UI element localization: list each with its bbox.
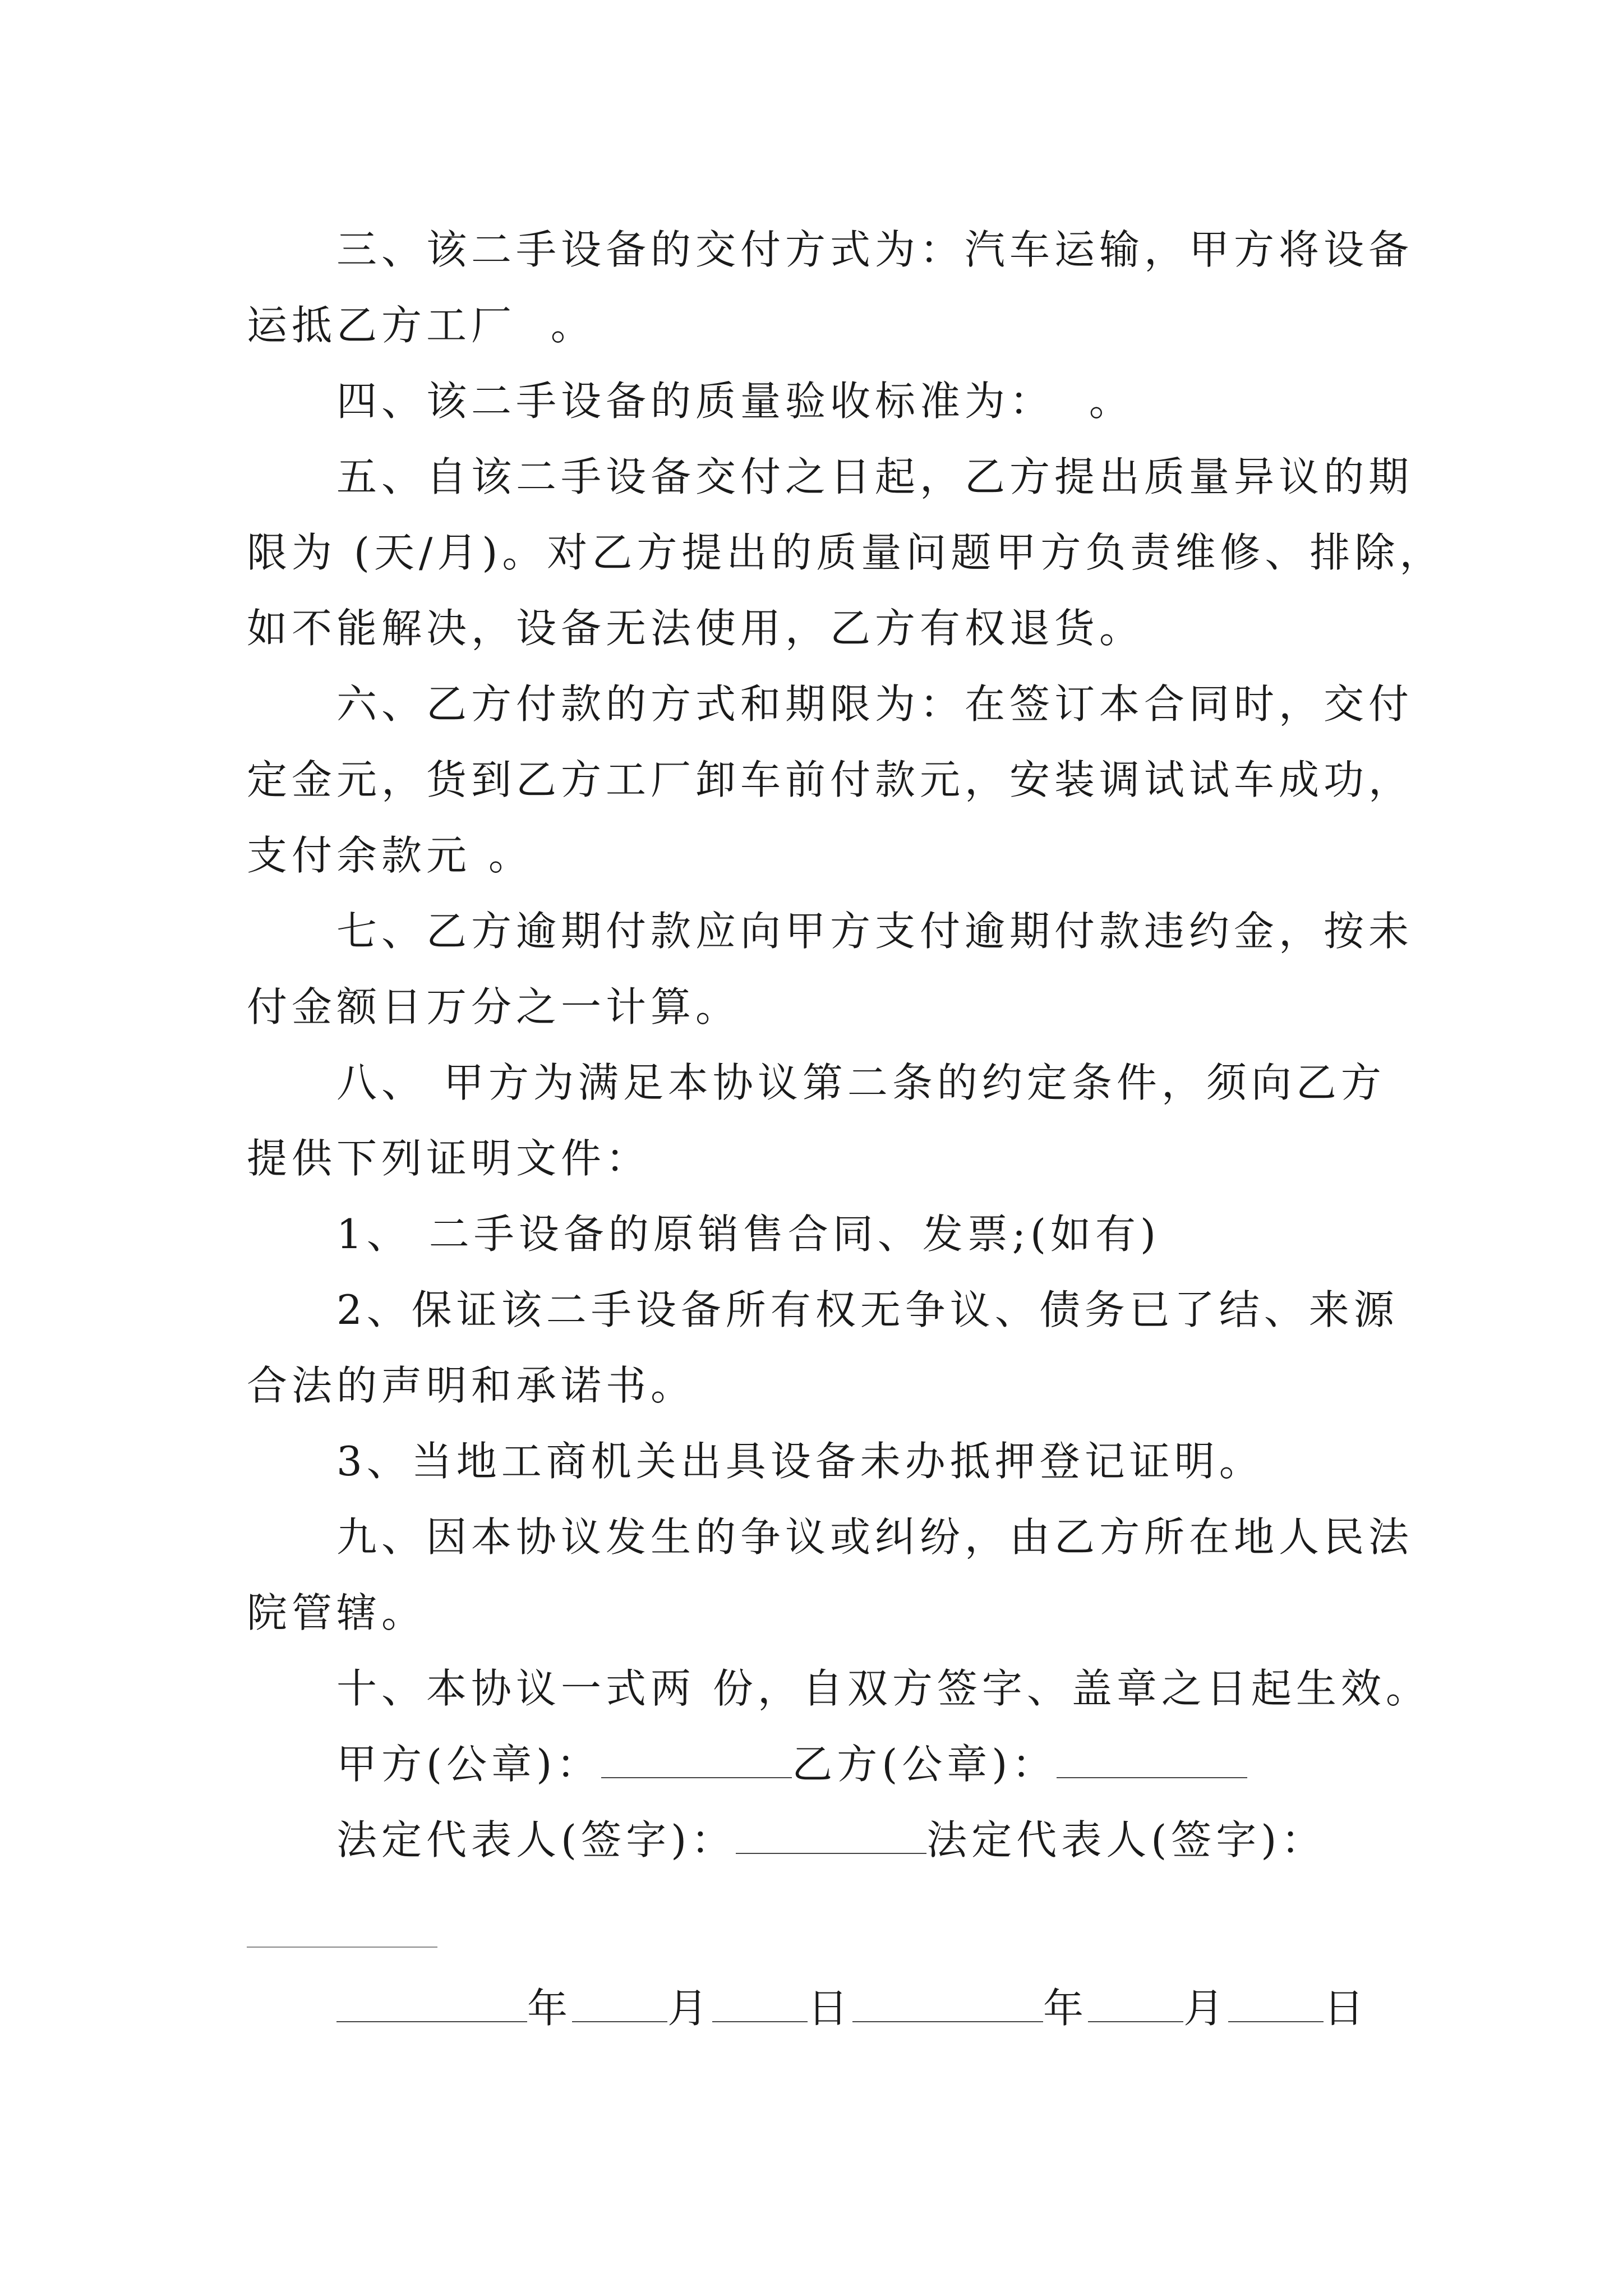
rep-b-blank: [247, 1947, 437, 1948]
rep-a-blank: [736, 1818, 926, 1854]
clause-8-line-2: 提供下列证明文件：: [247, 1135, 651, 1182]
clause-4-line-1: 四、该二手设备的质量验收标准为： 。: [336, 378, 1134, 425]
clause-6-line-1: 六、乙方付款的方式和期限为：在签订本合同时，交付: [336, 680, 1414, 728]
clause-6-line-2: 定金元，货到乙方工厂卸车前付款元，安装调试试车成功，: [247, 756, 1414, 803]
clause-9-line-2: 院管辖。: [247, 1589, 427, 1636]
date-b-month-blank: [1088, 1986, 1183, 2022]
clause-5-line-1: 五、自该二手设备交付之日起，乙方提出质量异议的期: [336, 453, 1414, 500]
date-b-month-label: 月: [1183, 1985, 1229, 2032]
clause-8-item-2-line-1: 2、保证该二手设备所有权无争议、债务已了结、来源: [336, 1286, 1399, 1333]
date-a-day-label: 日: [808, 1985, 853, 2032]
date-a-month-label: 月: [667, 1985, 713, 2032]
clause-8-item-3: 3、当地工商机关出具设备未办抵押登记证明。: [336, 1438, 1264, 1485]
date-b-year-label: 年: [1043, 1985, 1089, 2032]
clause-10-line-1: 十、本协议一式两 份，自双方签字、盖章之日起生效。: [336, 1665, 1431, 1712]
date-b-year-blank: [852, 1986, 1043, 2022]
date-a-month-blank: [572, 1986, 667, 2022]
clause-3-line-2: 运抵乙方工厂 。: [247, 302, 596, 349]
clause-6-line-3: 支付余款元 。: [247, 832, 533, 879]
date-b-day-blank: [1228, 1986, 1324, 2022]
clause-7-line-1: 七、乙方逾期付款应向甲方支付逾期付款违约金，按未: [336, 908, 1414, 955]
representative-row: [336, 1812, 1326, 1868]
clause-7-line-2: 付金额日万分之一计算。: [247, 983, 741, 1030]
date-a-day-blank: [712, 1986, 808, 2022]
clause-5-line-3: 如不能解决，设备无法使用，乙方有权退货。: [247, 605, 1145, 652]
party-b-seal-label: 乙方(公章)：: [792, 1741, 1057, 1788]
clause-8-line-1: 八、 甲方为满足本协议第二条的约定条件，须向乙方: [336, 1059, 1386, 1106]
date-a-year-label: 年: [527, 1985, 573, 2032]
party-a-seal-blank: [601, 1742, 792, 1778]
seal-row: [336, 1736, 1247, 1792]
rep-a-label: 法定代表人(签字)：: [336, 1816, 736, 1864]
clause-5-line-2: 限为 (天/月)。对乙方提出的质量问题甲方负责维修、排除，: [247, 529, 1445, 576]
date-a-year-blank: [336, 1986, 527, 2022]
party-b-seal-blank: [1057, 1742, 1247, 1778]
clause-8-item-2-line-2: 合法的声明和承诺书。: [247, 1362, 696, 1409]
date-row: [336, 1980, 1368, 2036]
party-a-seal-label: 甲方(公章)：: [336, 1741, 602, 1788]
clause-8-item-1: 1、 二手设备的原销售合同、发票;(如有): [336, 1211, 1161, 1258]
rep-b-label: 法定代表人(签字)：: [926, 1816, 1326, 1864]
clause-3-line-1: 三、该二手设备的交付方式为：汽车运输，甲方将设备: [336, 226, 1414, 273]
clause-9-line-1: 九、因本协议发生的争议或纠纷，由乙方所在地人民法: [336, 1513, 1414, 1561]
date-b-day-label: 日: [1324, 1985, 1369, 2032]
